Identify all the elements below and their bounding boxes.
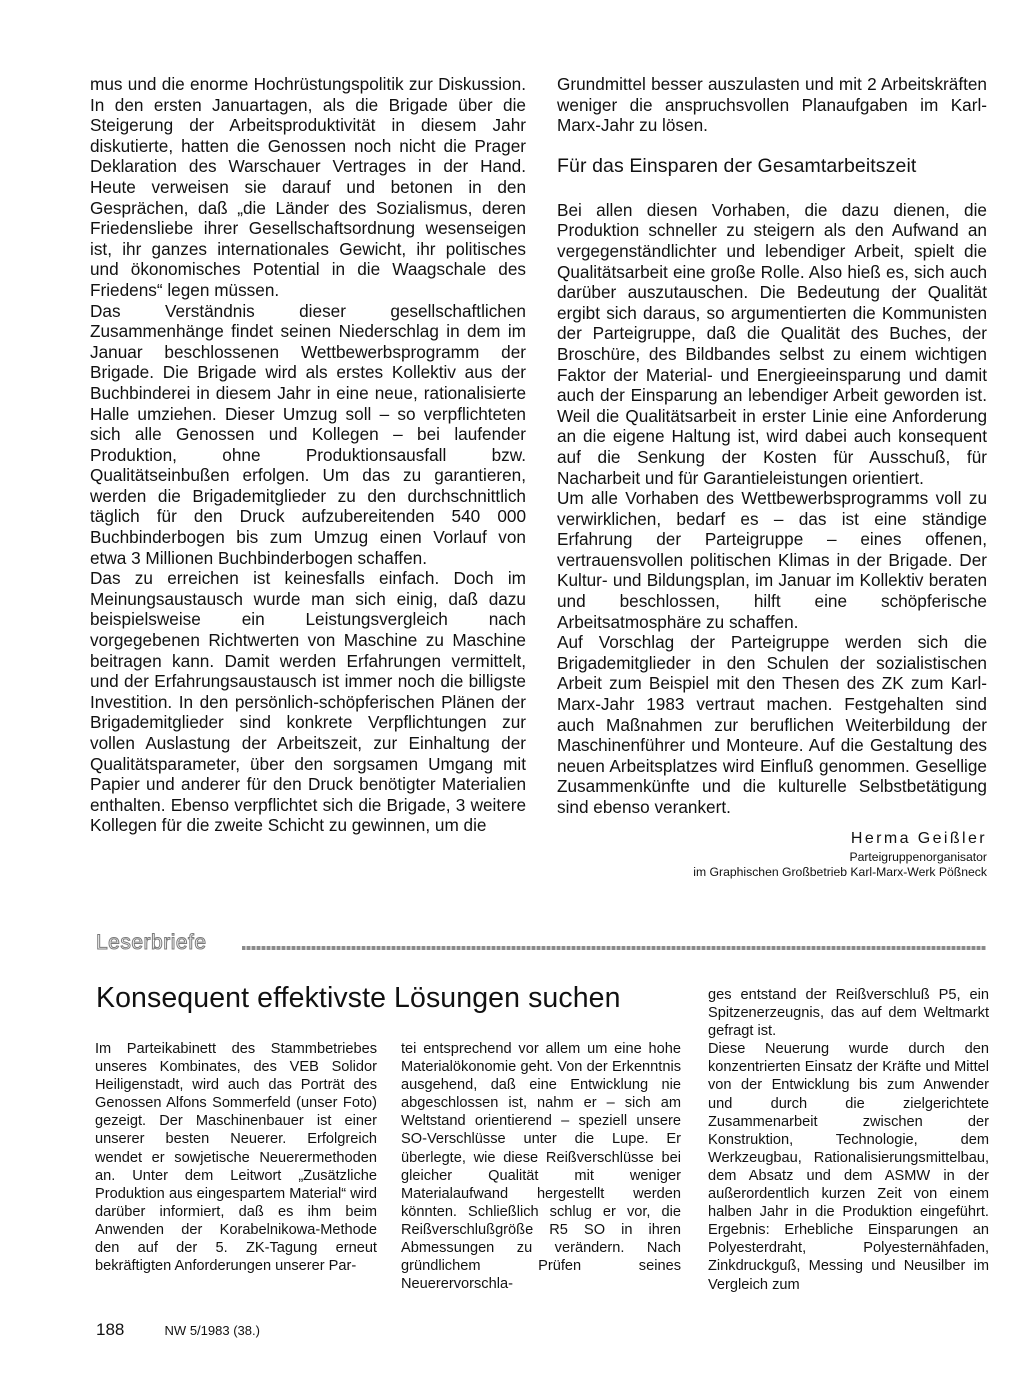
paragraph: Auf Vorschlag der Parteigruppe werden sich die Brigademitglieder in den Schulen der sozialistischen Arbeit zum Beispiel mit den Thesen des ZK zum Karl-Marx-Jahr 1983 vertraut machen. Festgehalten sind auch Maßnahmen zur beruflichen Weiterbildung der Maschinenführer und Monteure. Auf die Gestaltung des neuen Arbeitsplatzes wird Einfluß genommen. Gesellige Zusammenkünfte und die kulturelle Selbstbetätigung sind ebenso verankert. (557, 632, 987, 817)
article-bottom-column-3 (708, 986, 989, 1294)
page-number: 188 (96, 1320, 125, 1339)
author-name: Herma Geißler (850, 829, 987, 847)
paragraph: ges entstand der Reißverschluß P5, ein Spitzenerzeugnis, das auf dem Weltmarkt gefragt ist. (708, 987, 989, 1040)
article-top-left-column (90, 74, 526, 836)
article-bottom-column-2 (401, 1040, 681, 1293)
paragraph: Bei allen diesen Vorhaben, die dazu dienen, die Produktion schneller zu steigern als den Aufwand an vergegenständlichter und lebendiger Arbeit, spielt die Qualitätsarbeit eine große Rolle. Also hieß es, sich auch darüber auszutauschen. Die Bedeutung der Qualität ergibt sich daraus, so argumentierten die Kommunisten der Parteigruppe, daß die Qualität des Buches, der Broschüre, des Bildbandes selbst zu einem wichtigen Faktor der Material- und Energieeinsparung und damit auch der Einsparung an lebendiger Arbeit geworden ist. Weil die Qualitätsarbeit in erster Linie eine Anforderung an die eigene Haltung ist, wird dabei auch konsequent auf die Senkung der Kosten für Ausschuß, für Nacharbeit und für Garantieleistungen orientiert. (557, 199, 987, 488)
paragraph: Grundmittel besser auszulasten und mit 2 Arbeitskräften weniger die anspruchsvollen Planaufgaben im Karl-Marx-Jahr zu lösen. (557, 74, 987, 136)
article-top-right-column (557, 74, 987, 880)
paragraph: Das Verständnis dieser gesellschaftlichen Zusammenhänge findet seinen Niederschlag in dem im Januar beschlossenen Wettbewerbsprogramm der Brigade. Die Brigade wird als erstes Kollektiv aus der Buchbinderei in diesem Jahr in eine neue, rationalisierte Halle umziehen. Dieser Umzug soll – so verpflichteten sich alle Genossen und Kollegen – bei laufender Produktion, ohne Produktionsausfall bzw. Qualitätseinbußen erfolgen. Um das zu garantieren, werden die Brigademitglieder zu den durchschnittlich täglich für den Druck aufzubereitenden 540 000 Buchbinderbogen bis zum Umzug einen Vorlauf von etwa 3 Millionen Buchbinderbogen schaffen. (90, 300, 526, 568)
article-bottom-column-1 (95, 1040, 377, 1275)
article-headline: Konsequent effektivste Lösungen suchen (96, 982, 621, 1014)
author-signature (557, 828, 987, 880)
page-footer (96, 1320, 260, 1341)
paragraph: Diese Neuerung wurde durch den konzentrierten Einsatz der Kräfte und Mittel von der Entwicklung bis zum Anwender und durch die zielgerichtete Zusammenarbeit zwischen der Konstruktion, Technologie, dem Werkzeugbau, Rationalisierungsmittelbau, dem Absatz und dem ASMW in der außerordentlich kurzen Zeit von einem halben Jahr in die Produktion eingeführt. Ergebnis: Erhebliche Einsparungen an Polyesterdraht, Polyesternähfaden, Zinkdruckguß, Messing und Neusilber im Vergleich zum (708, 1041, 989, 1293)
paragraph: mus und die enorme Hochrüstungspolitik zur Diskussion. In den ersten Januartagen, als die Brigade über die Steigerung der Arbeitsproduktivität in diesem Jahr diskutierte, hatten die Genossen noch nicht die Prager Deklaration des Warschauer Vertrages in der Hand. Heute verweisen sie darauf und betonen in den Gesprächen, daß „die Länder des Sozialismus, deren Friedensliebe ihrer Gesellschaftsordnung wesenseigen ist, ihr ganzes internationales Gewicht, ihr politisches und ökonomisches Potential in die Waagschale des Friedens“ legen müssen. (90, 74, 526, 300)
paragraph: tei entsprechend vor allem um eine hohe Materialökonomie geht. Von der Erkenntnis ausgehend, daß eine Entwicklung nie abgeschlossen ist, nahm er – sich am Weltstand orientierend – speziell unsere SO-Verschlüsse unter die Lupe. Er überlegte, wie diese Reißverschlüsse bei gleicher Qualität mit weniger Materialaufwand hergestellt werden könnten. Schließlich schlug er vor, die Reißverschlußgröße R5 SO in ihren Abmessungen zu verändern. Nach gründlichem Prüfen seines Neuerervorschla- (401, 1041, 681, 1293)
paragraph: Das zu erreichen ist keinesfalls einfach. Doch im Meinungsaustausch wurde man sich einig, daß dazu beispielsweise ein Leistungsvergleich nach vorgegebenen Richtwerten von Maschine zu Maschine beitragen kann. Damit werden Erfahrungen vermittelt, und der Erfahrungsaustausch ist immer noch die billigste Investition. In den persönlich-schöpferischen Plänen der Brigademitglieder sind konkrete Verpflichtungen zur vollen Auslastung der Arbeitszeit, zur Einhaltung der Qualitätsparameter, über den sorgsamen Umgang mit Papier und anderer für den Druck benötigter Materialien enthalten. Ebenso verpflichtet sich die Brigade, 3 weitere Kollegen für die zweite Schicht zu gewinnen, um die (90, 568, 526, 836)
rubric-label: Leserbriefe (96, 931, 207, 954)
section-heading: Für das Einsparen der Gesamtarbeitszeit (557, 154, 917, 177)
issue-label: NW 5/1983 (38.) (164, 1323, 260, 1338)
author-role: Parteigruppenorganisator (849, 849, 987, 864)
rubric-bar (96, 928, 986, 958)
paragraph: Im Parteikabinett des Stammbetriebes unseres Kombinates, des VEB Solidor Heiligenstadt, wird auch das Porträt des Genossen Alfons Sommerfeld (unser Foto) gezeigt. Der Maschinenbauer ist einer unserer besten Neuerer. Erfolgreich wendet er sowjetische Neuerermethoden an. Unter dem Leitwort „Zusätzliche Produktion aus eingespartem Material“ wird darüber informiert, daß es ihm beim Anwenden der Korabelnikowa-Methode den auf der 5. ZK-Tagung erneut bekräftigten Anforderungen unserer Par- (95, 1041, 377, 1275)
paragraph: Um alle Vorhaben des Wettbewerbsprogramms voll zu verwirklichen, bedarf es – das ist eine ständige Erfahrung der Parteigruppe – eines offenen, vertrauensvollen politischen Klimas in der Brigade. Der Kultur- und Bildungsplan, im Januar im Kollektiv beraten und beschlossen, hilft eine schöpferische Arbeitsatmosphäre zu schaffen. (557, 488, 987, 632)
author-affiliation: im Graphischen Großbetrieb Karl-Marx-Werk Pößneck (693, 864, 987, 879)
rubric-divider (242, 946, 986, 950)
